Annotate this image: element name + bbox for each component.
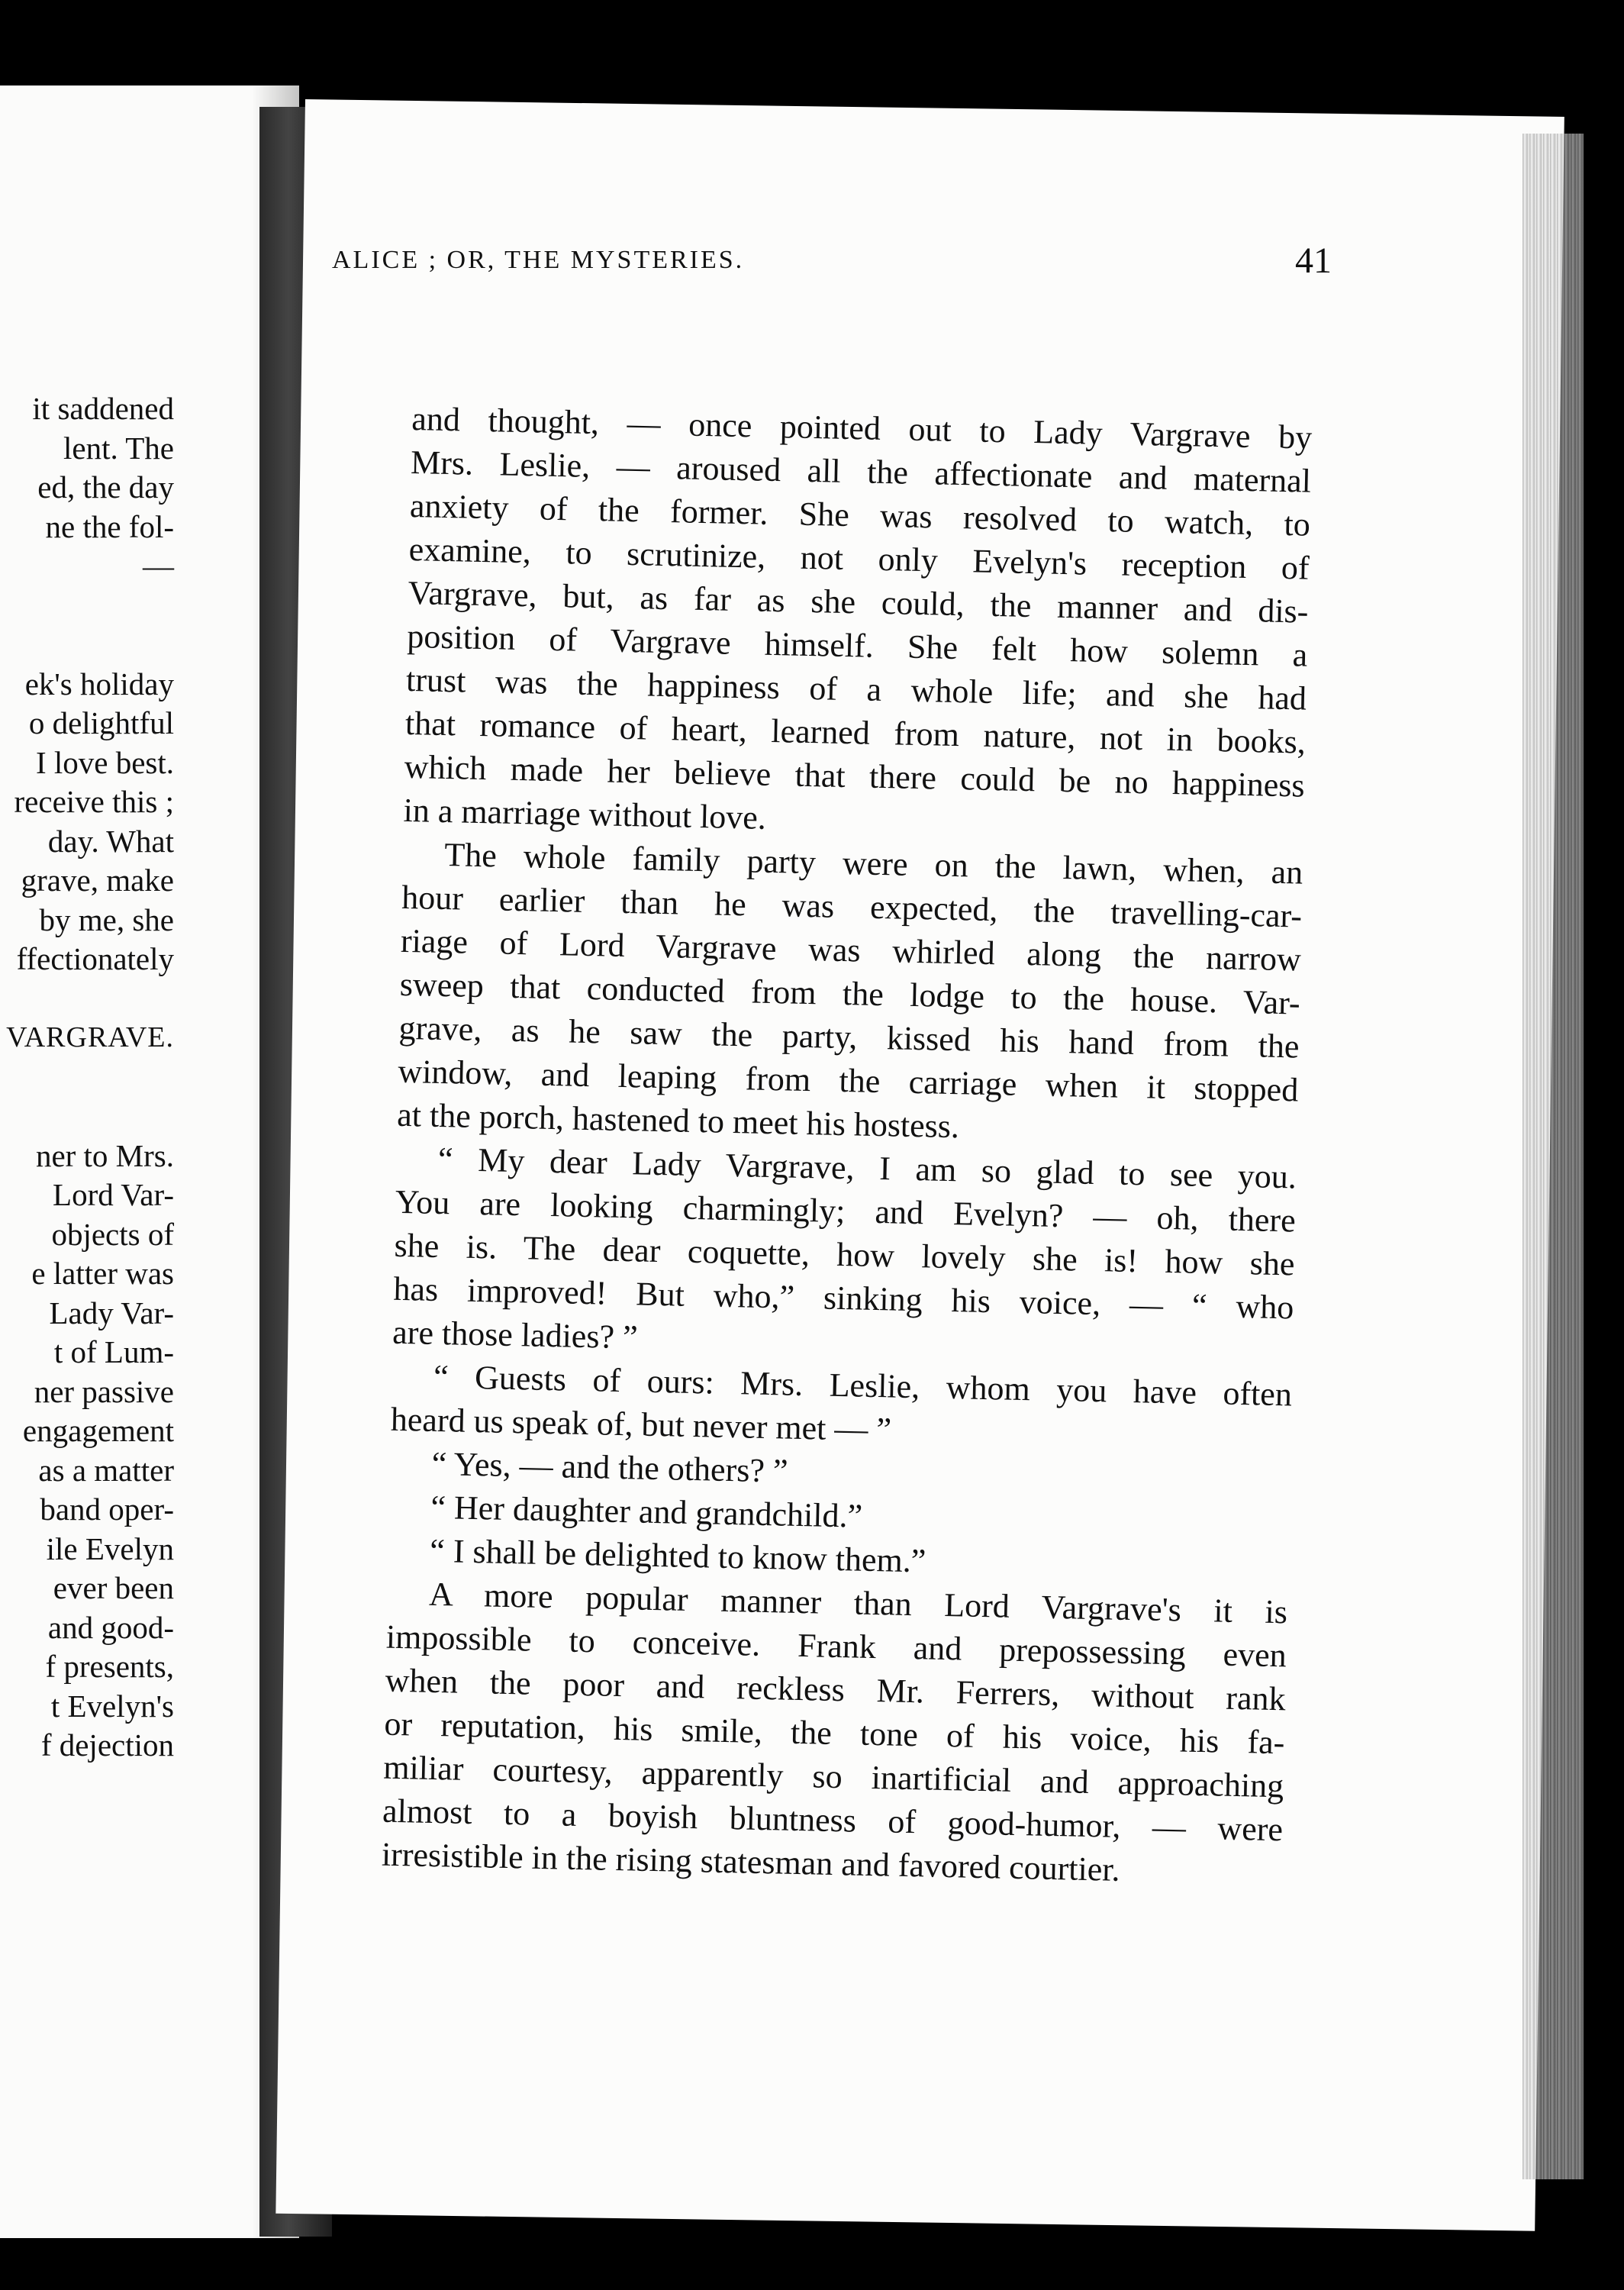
text-line: Mrs. Leslie, — aroused all the affectionate and maternal — [410, 443, 1312, 500]
left-line: objects of — [51, 1216, 174, 1252]
text-line: almost to a boyish bluntness of good-humor, — were — [382, 1792, 1284, 1849]
text-line: or reputation, his smile, the tone of his voice, his fa- — [384, 1705, 1285, 1762]
page-header — [332, 240, 1332, 299]
left-line: t Evelyn's — [50, 1688, 174, 1724]
left-line: ek's holiday — [24, 666, 174, 702]
text-line: riage of Lord Vargrave was whirled along the narrow — [400, 921, 1302, 979]
text-line: impossible to conceive. Frank and prepossessing even — [385, 1618, 1287, 1675]
text-line: are those ladies? ” — [392, 1313, 639, 1356]
text-line: A more popular manner than Lord Vargrave's it is — [428, 1575, 1288, 1631]
left-signature: VARGRAVE. — [6, 1021, 174, 1053]
text-line: trust was the happiness of a whole life; and she had — [405, 660, 1307, 718]
text-line: and thought, — once pointed out to Lady Vargrave by — [411, 399, 1313, 456]
left-line: and good- — [47, 1609, 174, 1645]
left-line: — — [143, 548, 174, 583]
text-line: You are looking charmingly; and Evelyn? — oh, there — [395, 1182, 1297, 1240]
left-line: I love best. — [35, 744, 174, 780]
text-line: hour earlier than he was expected, the travelling-car- — [401, 878, 1303, 935]
page-number: 41 — [1295, 240, 1332, 281]
left-line: Lord Var- — [53, 1177, 174, 1212]
text-line: “ Yes, — and the others? ” — [431, 1444, 788, 1490]
left-line: f dejection — [40, 1727, 174, 1763]
text-line: irresistible in the rising statesman and favored courtier. — [381, 1835, 1121, 1888]
page-body — [381, 397, 1312, 1895]
running-title: ALICE ; OR, THE MYSTERIES. — [332, 246, 745, 274]
text-line: which made her believe that there could be no happiness — [404, 747, 1306, 805]
left-line — [0, 586, 174, 626]
left-line — [0, 1058, 174, 1098]
left-line — [0, 979, 174, 1019]
text-line: window, and leaping from the carriage when it stopped — [397, 1052, 1299, 1109]
text-line: miliar courtesy, apparently so inartificial and approaching — [382, 1748, 1284, 1805]
text-line: anxiety of the former. She was resolved to watch, to — [409, 486, 1311, 543]
left-line: o delightful — [28, 705, 174, 740]
left-line — [0, 1097, 174, 1137]
text-line: Vargrave, but, as far as she could, the manner and dis- — [408, 573, 1309, 631]
left-line: band oper- — [40, 1492, 174, 1527]
text-line: grave, as he saw the party, kissed his hand from the — [398, 1008, 1300, 1066]
left-line: ed, the day — [37, 469, 174, 505]
text-line: when the poor and reckless Mr. Ferrers, without rank — [385, 1661, 1287, 1718]
left-line: ner to Mrs. — [35, 1137, 174, 1173]
text-line: “ Guests of ours: Mrs. Leslie, whom you have often — [433, 1357, 1293, 1414]
left-line: it saddened — [32, 391, 174, 426]
left-line: ne the fol- — [45, 508, 174, 544]
left-line: receive this ; — [14, 784, 174, 819]
text-line: in a marriage without love. — [403, 791, 767, 837]
left-line: engagement — [22, 1413, 174, 1448]
text-line: heard us speak of, but never met — ” — [390, 1400, 892, 1449]
page-edges — [1522, 134, 1584, 2179]
left-line: ffectionately — [16, 941, 174, 976]
text-line: The whole family party were on the lawn, when, an — [443, 836, 1303, 892]
left-line: e latter was — [31, 1256, 174, 1291]
left-line: grave, make — [21, 863, 174, 898]
left-line: ile Evelyn — [46, 1530, 174, 1566]
left-line: t of Lum- — [53, 1334, 174, 1369]
left-line: f presents, — [45, 1649, 174, 1684]
text-line: at the porch, hastened to meet his hostess. — [396, 1095, 960, 1146]
text-line: “ I shall be delighted to know them.” — [429, 1531, 926, 1580]
left-line: Lady Var- — [49, 1295, 174, 1330]
text-line: she is. The dear coquette, how lovely she is! how she — [394, 1226, 1295, 1283]
text-line: “ Her daughter and grandchild.” — [430, 1488, 863, 1535]
text-line: that romance of heart, learned from nature, not in books, — [404, 704, 1307, 761]
left-line: ever been — [53, 1570, 174, 1605]
text-line: “ My dear Lady Vargrave, I am so glad to see you. — [437, 1140, 1297, 1196]
left-page-text — [0, 389, 174, 1766]
text-line: examine, to scrutinize, not only Evelyn's reception of — [408, 530, 1310, 587]
left-line: lent. The — [63, 430, 174, 466]
text-line: sweep that conducted from the lodge to the house. Var- — [399, 965, 1301, 1022]
left-line — [0, 625, 174, 665]
text-line: has improved! But who,” sinking his voice, — “ who — [393, 1269, 1294, 1327]
text-line: position of Vargrave himself. She felt how solemn a — [406, 617, 1308, 674]
left-line: by me, she — [39, 901, 174, 937]
left-line: as a matter — [38, 1452, 174, 1488]
left-line: ner passive — [34, 1373, 174, 1409]
left-line: day. What — [47, 823, 174, 859]
